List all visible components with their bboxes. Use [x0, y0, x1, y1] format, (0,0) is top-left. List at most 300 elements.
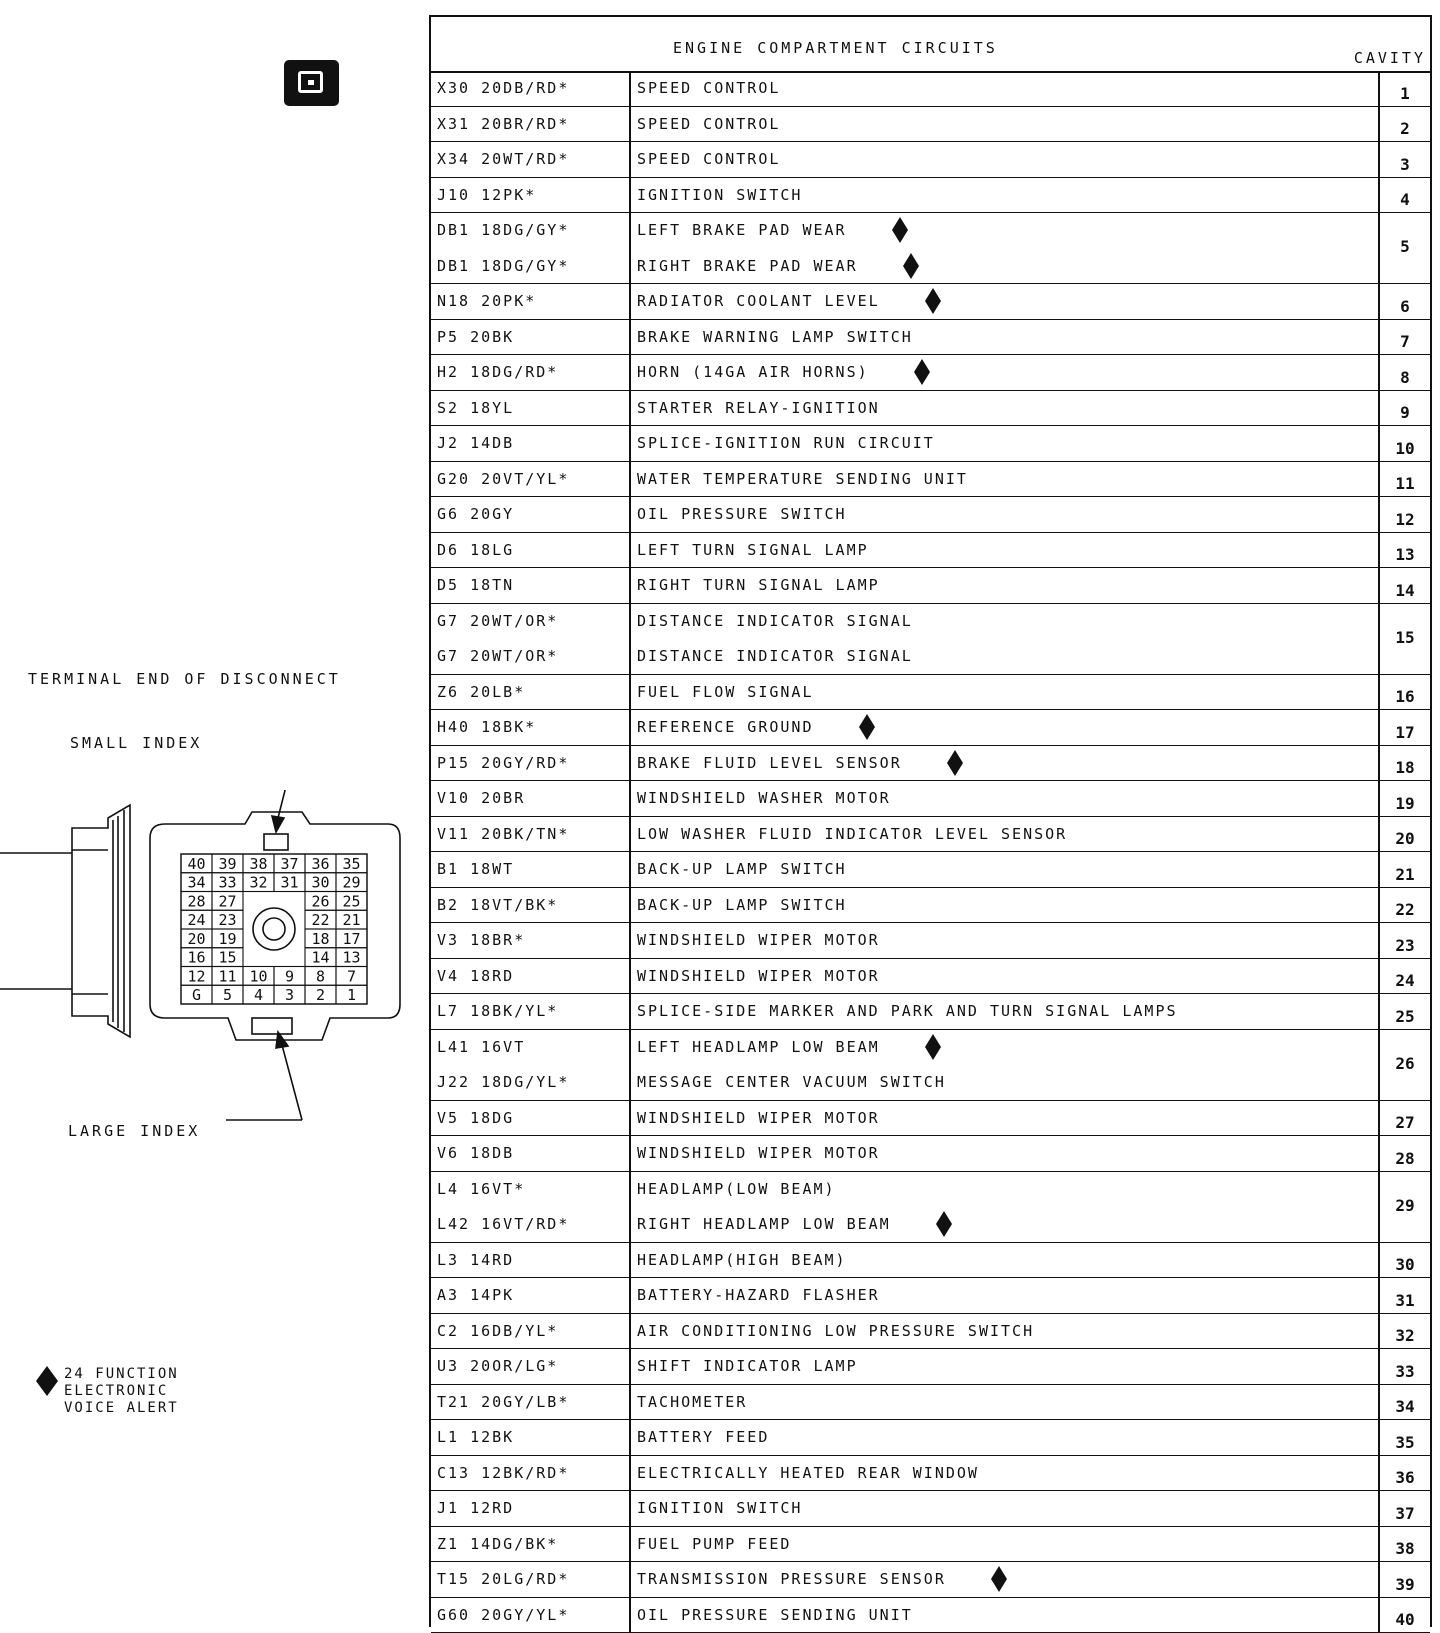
description-cell [631, 959, 1376, 994]
description-cell [631, 107, 1376, 142]
pin-label: 3 [285, 986, 294, 1004]
cavity-number: 29 [1378, 1172, 1430, 1242]
table-row [431, 1562, 1430, 1598]
circuit-description: SPLICE-IGNITION RUN CIRCUIT [637, 434, 935, 452]
wire-code: G7 20WT/OR* [437, 647, 558, 665]
wire-code: V11 20BK/TN* [437, 825, 569, 843]
circuit-description: TRANSMISSION PRESSURE SENSOR [637, 1570, 946, 1588]
cavity-number: 30 [1378, 1243, 1430, 1278]
cavity-number: 11 [1378, 462, 1430, 497]
wire-cell [431, 1562, 631, 1597]
table-row [431, 710, 1430, 746]
table-row [431, 1527, 1430, 1563]
wire-code: D6 18LG [437, 541, 514, 559]
wire-code: V5 18DG [437, 1109, 514, 1127]
cavity-number: 13 [1378, 533, 1430, 568]
wire-cell [431, 1598, 631, 1633]
description-cell [631, 1456, 1376, 1491]
circuit-description: FUEL PUMP FEED [637, 1535, 791, 1553]
cavity-number: 26 [1378, 1030, 1430, 1100]
description-cell [631, 1491, 1376, 1526]
cavity-number: 18 [1378, 746, 1430, 781]
cavity-number: 9 [1378, 391, 1430, 426]
wire-cell [431, 1101, 631, 1136]
wire-code: L42 16VT/RD* [437, 1215, 569, 1233]
table-row [431, 71, 1430, 107]
wire-cell [431, 959, 631, 994]
wire-code: X31 20BR/RD* [437, 115, 569, 133]
legend [36, 1366, 179, 1417]
circuit-description: LEFT HEADLAMP LOW BEAM [637, 1038, 880, 1056]
circuit-description: WINDSHIELD WIPER MOTOR [637, 931, 880, 949]
pin-label: 17 [342, 930, 360, 948]
description-cell [631, 1527, 1376, 1562]
description-cell [631, 1349, 1376, 1384]
table-row [431, 675, 1430, 711]
description-cell [631, 923, 1376, 958]
wire-code: V3 18BR* [437, 931, 525, 949]
wire-cell [431, 355, 631, 390]
description-cell [631, 888, 1376, 923]
wire-cell [431, 817, 631, 852]
small-index-label: SMALL INDEX [70, 734, 202, 752]
circuit-description: OIL PRESSURE SWITCH [637, 505, 847, 523]
wire-cell [431, 746, 631, 781]
terminal-end-label: TERMINAL END OF DISCONNECT [28, 670, 341, 688]
pin-label: 9 [285, 967, 294, 985]
table-row [431, 1243, 1430, 1279]
wire-cell [431, 320, 631, 355]
wire-cell [431, 533, 631, 568]
wire-cell [431, 781, 631, 816]
wire-code: V10 20BR [437, 789, 525, 807]
small-index-arrow [222, 790, 298, 832]
pin-label: 23 [218, 911, 236, 929]
table-row [431, 533, 1430, 569]
table-row [431, 994, 1430, 1030]
voice-alert-diamond-icon [914, 359, 930, 385]
description-cell [631, 817, 1376, 852]
wire-cell [431, 1136, 631, 1171]
wire-cell [431, 1172, 631, 1242]
circuit-description: TACHOMETER [637, 1393, 747, 1411]
pin-label: 39 [218, 855, 236, 873]
pin-label: 40 [187, 855, 205, 873]
cavity-number: 28 [1378, 1136, 1430, 1171]
description-cell [631, 1598, 1376, 1633]
wire-code: J10 12PK* [437, 186, 536, 204]
legend-text: 24 FUNCTION ELECTRONIC VOICE ALERT [64, 1366, 179, 1417]
wire-code: P15 20GY/RD* [437, 754, 569, 772]
wire-cell [431, 1385, 631, 1420]
cavity-number: 36 [1378, 1456, 1430, 1491]
cavity-number: 15 [1378, 604, 1430, 674]
pin-grid [181, 854, 367, 1004]
circuit-description: BATTERY FEED [637, 1428, 769, 1446]
table-row [431, 923, 1430, 959]
wire-cell [431, 888, 631, 923]
circuit-description: DISTANCE INDICATOR SIGNAL [637, 647, 913, 665]
pin-label: 27 [218, 892, 236, 910]
wire-cell [431, 142, 631, 177]
wire-code: A3 14PK [437, 1286, 514, 1304]
pin-label: 2 [316, 986, 325, 1004]
pin-label: 28 [187, 892, 205, 910]
description-cell [631, 746, 1376, 781]
table-row [431, 1172, 1430, 1243]
table-row [431, 284, 1430, 320]
wire-code: T15 20LG/RD* [437, 1570, 569, 1588]
description-cell [631, 1278, 1376, 1313]
pin-label: 1 [347, 986, 356, 1004]
description-cell [631, 781, 1376, 816]
cavity-number: 35 [1378, 1420, 1430, 1455]
voice-alert-diamond-icon [991, 1566, 1007, 1592]
wire-cell [431, 391, 631, 426]
table-row [431, 426, 1430, 462]
circuit-description: WINDSHIELD WIPER MOTOR [637, 967, 880, 985]
wire-cell [431, 1349, 631, 1384]
pin-label: 14 [311, 949, 329, 967]
table-row [431, 1491, 1430, 1527]
description-cell [631, 391, 1376, 426]
voice-alert-diamond-icon [947, 750, 963, 776]
wire-cell [431, 1314, 631, 1349]
connector-drawing [0, 790, 420, 1150]
cavity-number: 38 [1378, 1527, 1430, 1562]
table-row [431, 746, 1430, 782]
cavity-number: 16 [1378, 675, 1430, 710]
pin-label: 37 [280, 855, 298, 873]
pin-label: 5 [223, 986, 232, 1004]
table-row [431, 888, 1430, 924]
large-index-arrow [226, 1032, 302, 1120]
description-cell [631, 1385, 1376, 1420]
wire-code: DB1 18DG/GY* [437, 257, 569, 275]
cavity-number: 39 [1378, 1562, 1430, 1597]
circuit-description: BRAKE WARNING LAMP SWITCH [637, 328, 913, 346]
circuit-description: SPEED CONTROL [637, 115, 780, 133]
wire-code: L1 12BK [437, 1428, 514, 1446]
wire-code: T21 20GY/LB* [437, 1393, 569, 1411]
wire-cell [431, 994, 631, 1029]
circuit-description: SPEED CONTROL [637, 79, 780, 97]
circuit-description: HORN (14GA AIR HORNS) [637, 363, 869, 381]
description-cell [631, 533, 1376, 568]
voice-alert-diamond-icon [925, 1034, 941, 1060]
table-row [431, 462, 1430, 498]
wire-cell [431, 675, 631, 710]
wire-code: B2 18VT/BK* [437, 896, 558, 914]
wire-code: C2 16DB/YL* [437, 1322, 558, 1340]
description-cell [631, 568, 1376, 603]
cavity-number: 34 [1378, 1385, 1430, 1420]
pin-label: 18 [311, 930, 329, 948]
description-cell [631, 1314, 1376, 1349]
circuit-description: SHIFT INDICATOR LAMP [637, 1357, 858, 1375]
pin-label: 29 [342, 874, 360, 892]
wire-code: G6 20GY [437, 505, 514, 523]
table-row [431, 1456, 1430, 1492]
cavity-number: 8 [1378, 355, 1430, 390]
description-cell [631, 1243, 1376, 1278]
cavity-number: 4 [1378, 178, 1430, 213]
circuit-description: BACK-UP LAMP SWITCH [637, 896, 847, 914]
wire-cell [431, 568, 631, 603]
description-cell [631, 213, 1376, 283]
circuit-description: AIR CONDITIONING LOW PRESSURE SWITCH [637, 1322, 1034, 1340]
wire-cell [431, 1243, 631, 1278]
cavity-number: 20 [1378, 817, 1430, 852]
pin-label: 21 [342, 911, 360, 929]
circuit-description: BACK-UP LAMP SWITCH [637, 860, 847, 878]
description-cell [631, 462, 1376, 497]
wire-code: Z6 20LB* [437, 683, 525, 701]
wire-code: N18 20PK* [437, 292, 536, 310]
table-row [431, 1030, 1430, 1101]
description-cell [631, 710, 1376, 745]
circuit-description: FUEL FLOW SIGNAL [637, 683, 814, 701]
cavity-number: 31 [1378, 1278, 1430, 1313]
circuit-description: RIGHT TURN SIGNAL LAMP [637, 576, 880, 594]
pin-label: 8 [316, 967, 325, 985]
wire-code: G7 20WT/OR* [437, 612, 558, 630]
connector-housing-side-view [0, 805, 130, 1037]
pin-label: 15 [218, 949, 236, 967]
cavity-number: 17 [1378, 710, 1430, 745]
description-cell [631, 994, 1376, 1029]
cavity-number: 22 [1378, 888, 1430, 923]
wire-cell [431, 604, 631, 674]
pin-label: 36 [311, 855, 329, 873]
wire-code: Z1 14DG/BK* [437, 1535, 558, 1553]
cavity-number: 12 [1378, 497, 1430, 532]
circuit-description: MESSAGE CENTER VACUUM SWITCH [637, 1073, 946, 1091]
wire-code: DB1 18DG/GY* [437, 221, 569, 239]
pin-label: 30 [311, 874, 329, 892]
wire-code: V6 18DB [437, 1144, 514, 1162]
wire-cell [431, 923, 631, 958]
wire-code: H40 18BK* [437, 718, 536, 736]
pin-label: 4 [254, 986, 263, 1004]
table-row [431, 391, 1430, 427]
wire-code: C13 12BK/RD* [437, 1464, 569, 1482]
cavity-number: 2 [1378, 107, 1430, 142]
wire-code: D5 18TN [437, 576, 514, 594]
description-cell [631, 1101, 1376, 1136]
table-row [431, 959, 1430, 995]
description-cell [631, 675, 1376, 710]
description-cell [631, 1172, 1376, 1242]
cavity-number: 24 [1378, 959, 1430, 994]
table-row [431, 497, 1430, 533]
cavity-number: 25 [1378, 994, 1430, 1029]
wire-code: B1 18WT [437, 860, 514, 878]
circuit-description: REFERENCE GROUND [637, 718, 814, 736]
pin-label: 7 [347, 967, 356, 985]
table-row [431, 142, 1430, 178]
wire-cell [431, 1491, 631, 1526]
table-row [431, 1385, 1430, 1421]
description-cell [631, 852, 1376, 887]
table-row [431, 852, 1430, 888]
cavity-number: 6 [1378, 284, 1430, 319]
pin-label: 16 [187, 949, 205, 967]
wire-code: L3 14RD [437, 1251, 514, 1269]
diamond-icon [36, 1366, 58, 1396]
pin-label: G [192, 986, 201, 1004]
wire-cell [431, 1420, 631, 1455]
description-cell [631, 1562, 1376, 1597]
wire-cell [431, 1527, 631, 1562]
wire-cell [431, 1030, 631, 1100]
circuit-description: DISTANCE INDICATOR SIGNAL [637, 612, 913, 630]
table-row [431, 604, 1430, 675]
cavity-number: 5 [1378, 213, 1430, 283]
circuit-table [429, 15, 1432, 1627]
wire-cell [431, 178, 631, 213]
wire-cell [431, 426, 631, 461]
pin-label: 26 [311, 892, 329, 910]
pin-label: 33 [218, 874, 236, 892]
table-row [431, 320, 1430, 356]
wire-code: J2 14DB [437, 434, 514, 452]
circuit-description: RIGHT HEADLAMP LOW BEAM [637, 1215, 891, 1233]
table-row [431, 1420, 1430, 1456]
wire-code: G60 20GY/YL* [437, 1606, 569, 1624]
pin-label: 19 [218, 930, 236, 948]
table-row [431, 781, 1430, 817]
wire-cell [431, 497, 631, 532]
table-row [431, 1136, 1430, 1172]
wire-code: P5 20BK [437, 328, 514, 346]
cavity-number: 27 [1378, 1101, 1430, 1136]
connector-symbol-icon [284, 60, 339, 106]
wire-code: J22 18DG/YL* [437, 1073, 569, 1091]
pin-label: 38 [249, 855, 267, 873]
cavity-number: 23 [1378, 923, 1430, 958]
pin-label: 22 [311, 911, 329, 929]
pin-label: 25 [342, 892, 360, 910]
wire-code: X30 20DB/RD* [437, 79, 569, 97]
pin-label: 35 [342, 855, 360, 873]
circuit-description: SPLICE-SIDE MARKER AND PARK AND TURN SIGNAL LAMPS [637, 1002, 1178, 1020]
pin-label: 34 [187, 874, 205, 892]
circuit-description: STARTER RELAY-IGNITION [637, 399, 880, 417]
pin-label: 32 [249, 874, 267, 892]
pin-label: 11 [218, 967, 236, 985]
cavity-number: 1 [1378, 71, 1430, 106]
circuit-description: LOW WASHER FLUID INDICATOR LEVEL SENSOR [637, 825, 1067, 843]
description-cell [631, 604, 1376, 674]
pin-label: 31 [280, 874, 298, 892]
circuit-description: IGNITION SWITCH [637, 1499, 802, 1517]
description-cell [631, 142, 1376, 177]
cavity-number: 37 [1378, 1491, 1430, 1526]
circuit-description: RIGHT BRAKE PAD WEAR [637, 257, 858, 275]
voice-alert-diamond-icon [925, 288, 941, 314]
description-cell [631, 320, 1376, 355]
pin-label: 10 [249, 967, 267, 985]
circuit-description: WINDSHIELD WIPER MOTOR [637, 1144, 880, 1162]
cavity-number: 3 [1378, 142, 1430, 177]
cavity-number: 32 [1378, 1314, 1430, 1349]
circuit-description: LEFT TURN SIGNAL LAMP [637, 541, 869, 559]
table-row [431, 1314, 1430, 1350]
circuit-description: WATER TEMPERATURE SENDING UNIT [637, 470, 968, 488]
wire-code: G20 20VT/YL* [437, 470, 569, 488]
table-row [431, 1278, 1430, 1314]
wire-cell [431, 1456, 631, 1491]
circuit-description: BRAKE FLUID LEVEL SENSOR [637, 754, 902, 772]
circuit-description: LEFT BRAKE PAD WEAR [637, 221, 847, 239]
pin-label: 12 [187, 967, 205, 985]
wire-code: X34 20WT/RD* [437, 150, 569, 168]
cavity-number: 7 [1378, 320, 1430, 355]
voice-alert-diamond-icon [859, 714, 875, 740]
description-cell [631, 178, 1376, 213]
table-header [431, 17, 1430, 73]
pin-label: 20 [187, 930, 205, 948]
description-cell [631, 1420, 1376, 1455]
table-row [431, 355, 1430, 391]
table-row [431, 1349, 1430, 1385]
description-cell [631, 426, 1376, 461]
circuit-description: ELECTRICALLY HEATED REAR WINDOW [637, 1464, 979, 1482]
description-cell [631, 71, 1376, 106]
description-cell [631, 355, 1376, 390]
description-cell [631, 284, 1376, 319]
wire-cell [431, 284, 631, 319]
circuit-description: SPEED CONTROL [637, 150, 780, 168]
wire-code: V4 18RD [437, 967, 514, 985]
voice-alert-diamond-icon [892, 217, 908, 243]
pin-label: 13 [342, 949, 360, 967]
table-row [431, 213, 1430, 284]
table-row [431, 1101, 1430, 1137]
circuit-description: RADIATOR COOLANT LEVEL [637, 292, 880, 310]
voice-alert-diamond-icon [936, 1211, 952, 1237]
pin-label: 24 [187, 911, 205, 929]
wire-code: L41 16VT [437, 1038, 525, 1056]
table-row [431, 178, 1430, 214]
large-index-label: LARGE INDEX [68, 1122, 200, 1140]
wire-cell [431, 710, 631, 745]
circuit-description: BATTERY-HAZARD FLASHER [637, 1286, 880, 1304]
wire-code: J1 12RD [437, 1499, 514, 1517]
table-row [431, 568, 1430, 604]
wire-cell [431, 213, 631, 283]
wire-cell [431, 107, 631, 142]
cavity-column-header: CAVITY [1354, 49, 1426, 67]
wire-cell [431, 462, 631, 497]
table-title: ENGINE COMPARTMENT CIRCUITS [673, 39, 998, 57]
description-cell [631, 497, 1376, 532]
wire-cell [431, 852, 631, 887]
table-row [431, 107, 1430, 143]
cavity-number: 33 [1378, 1349, 1430, 1384]
wire-code: L7 18BK/YL* [437, 1002, 558, 1020]
circuit-description: WINDSHIELD WIPER MOTOR [637, 1109, 880, 1127]
wire-code: S2 18YL [437, 399, 514, 417]
circuit-description: HEADLAMP(LOW BEAM) [637, 1180, 836, 1198]
voice-alert-diamond-icon [903, 253, 919, 279]
table-row [431, 817, 1430, 853]
cavity-number: 14 [1378, 568, 1430, 603]
wire-cell [431, 1278, 631, 1313]
cavity-number: 19 [1378, 781, 1430, 816]
wire-code: L4 16VT* [437, 1180, 525, 1198]
